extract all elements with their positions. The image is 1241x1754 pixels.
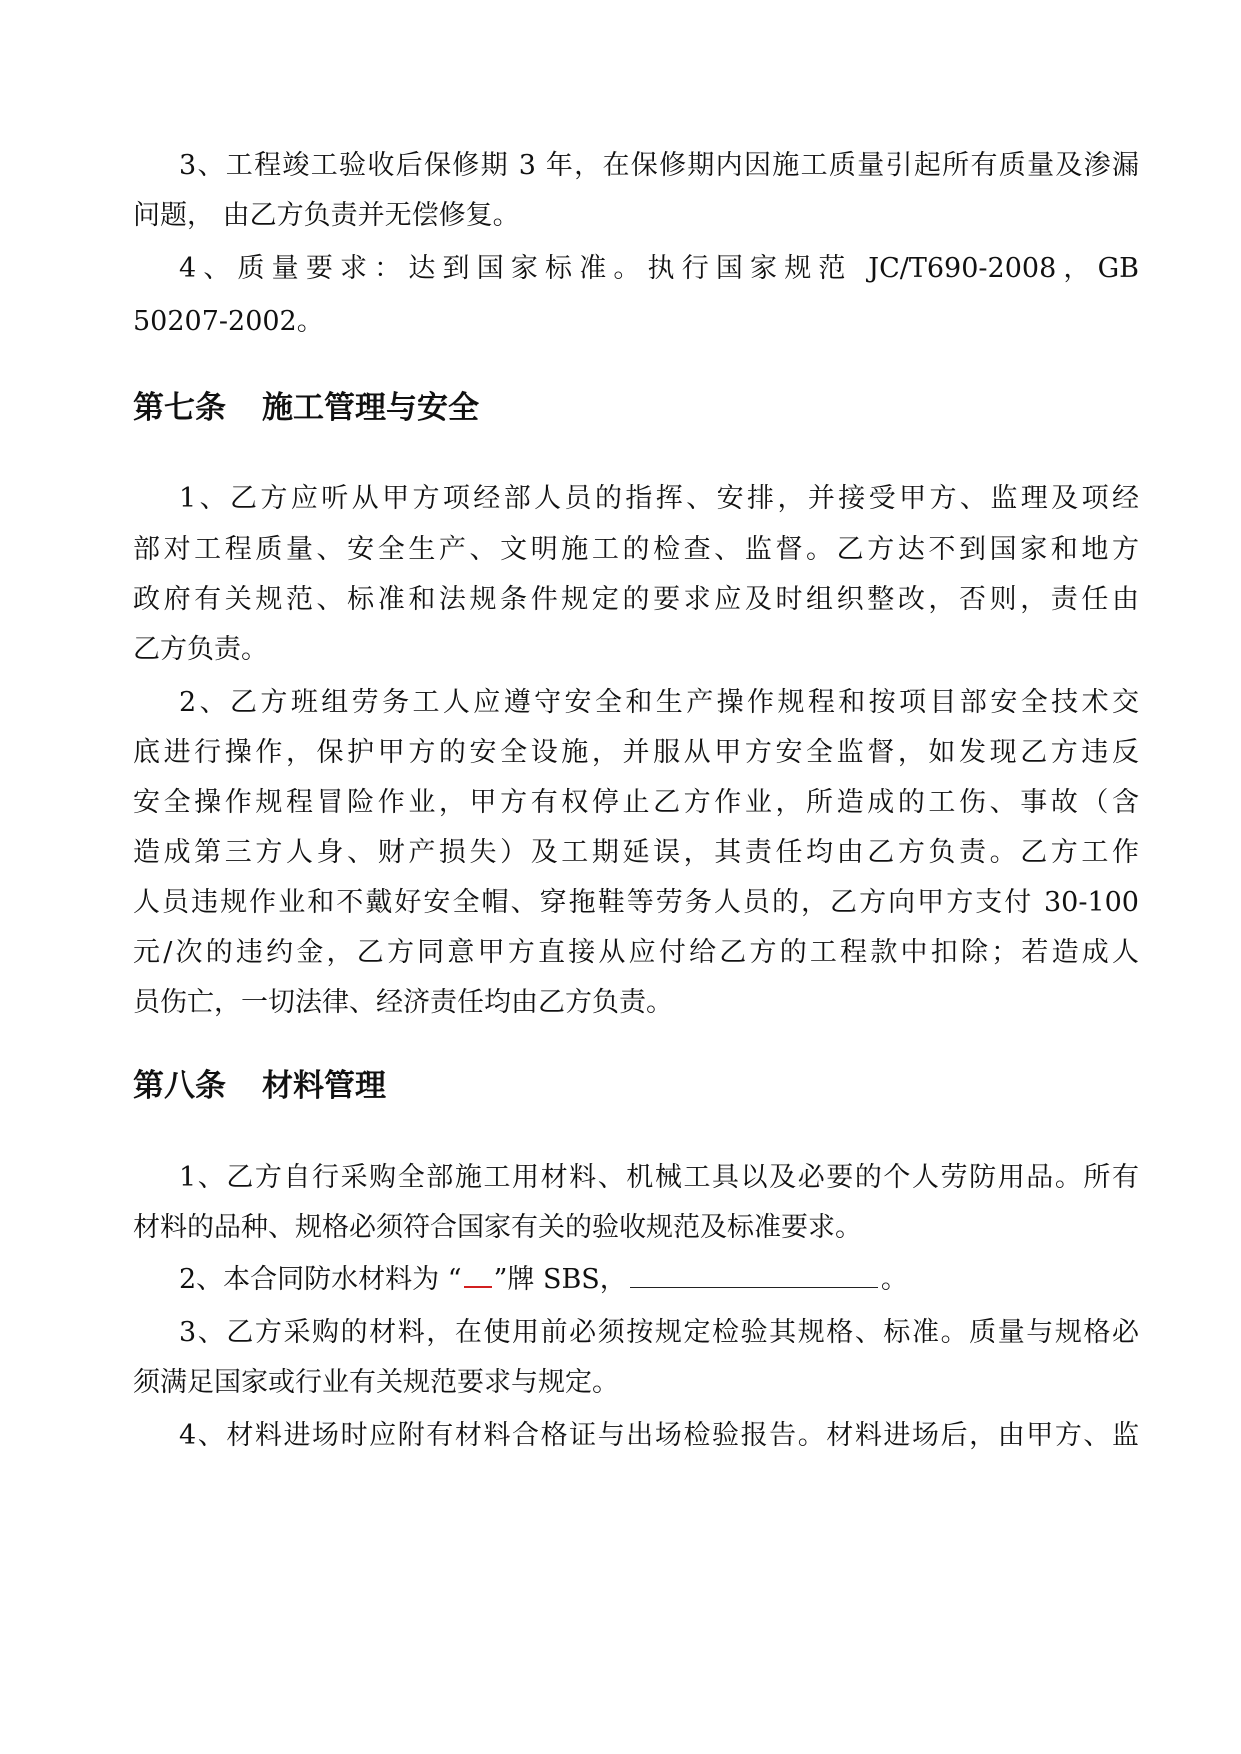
paragraph-line: 人员违规作业和不戴好安全帽、穿拖鞋等劳务人员的，乙方向甲方支付 30-100 [133,887,1139,918]
text-segment: 。 [880,1264,908,1295]
paragraph-line: 底进行操作，保护甲方的安全设施，并服从甲方安全监督，如发现乙方违反 [133,737,1139,768]
paragraph-line: 员伤亡，一切法律、经济责任均由乙方负责。 [133,987,673,1018]
section-heading [133,1064,386,1108]
paragraph-line: 须满足国家或行业有关规范要求与规定。 [133,1367,619,1398]
brand-blank-field[interactable] [464,1260,492,1288]
paragraph-line: 2、乙方班组劳务工人应遵守安全和生产操作规程和按项目部安全技术交 [179,687,1139,718]
paragraph-line: 问题， 由乙方负责并无偿修复。 [133,200,520,231]
section-number: 第八条 [133,1068,226,1104]
section-title: 施工管理与安全 [262,390,479,426]
text-segment: ”牌 SBS， [493,1264,627,1295]
paragraph-line: 1、乙方自行采购全部施工用材料、机械工具以及必要的个人劳防用品。所有 [179,1162,1139,1193]
section-heading [133,386,479,430]
paragraph-line: 4、质量要求：达到国家标准。执行国家规范 JC/T690-2008，GB [179,253,1139,284]
paragraph-line: 50207-2002。 [133,306,324,337]
section-number: 第七条 [133,390,226,426]
paragraph-line: 造成第三方人身、财产损失）及工期延误，其责任均由乙方负责。乙方工作 [133,837,1139,868]
paragraph-line: 安全操作规程冒险作业，甲方有权停止乙方作业，所造成的工伤、事故（含 [133,787,1139,818]
section-title: 材料管理 [262,1068,386,1104]
spec-blank-field[interactable] [630,1261,878,1288]
paragraph-line-with-blanks [179,1260,1139,1300]
paragraph-line: 政府有关规范、标准和法规条件规定的要求应及时组织整改，否则，责任由 [133,584,1139,615]
paragraph-line: 1、乙方应听从甲方项经部人员的指挥、安排，并接受甲方、监理及项经 [179,483,1139,514]
paragraph-line: 材料的品种、规格必须符合国家有关的验收规范及标准要求。 [133,1212,862,1243]
paragraph-line: 乙方负责。 [133,634,268,665]
paragraph-line: 4、材料进场时应附有材料合格证与出场检验报告。材料进场后，由甲方、监 [179,1420,1139,1451]
paragraph-line: 部对工程质量、安全生产、文明施工的检查、监督。乙方达不到国家和地方 [133,534,1139,565]
text-segment: 2、本合同防水材料为 “ [179,1264,462,1295]
paragraph-line: 3、乙方采购的材料，在使用前必须按规定检验其规格、标准。质量与规格必 [179,1317,1139,1348]
paragraph-line: 3、工程竣工验收后保修期 3 年，在保修期内因施工质量引起所有质量及渗漏 [179,150,1139,181]
paragraph-line: 元/次的违约金，乙方同意甲方直接从应付给乙方的工程款中扣除；若造成人 [133,937,1139,968]
